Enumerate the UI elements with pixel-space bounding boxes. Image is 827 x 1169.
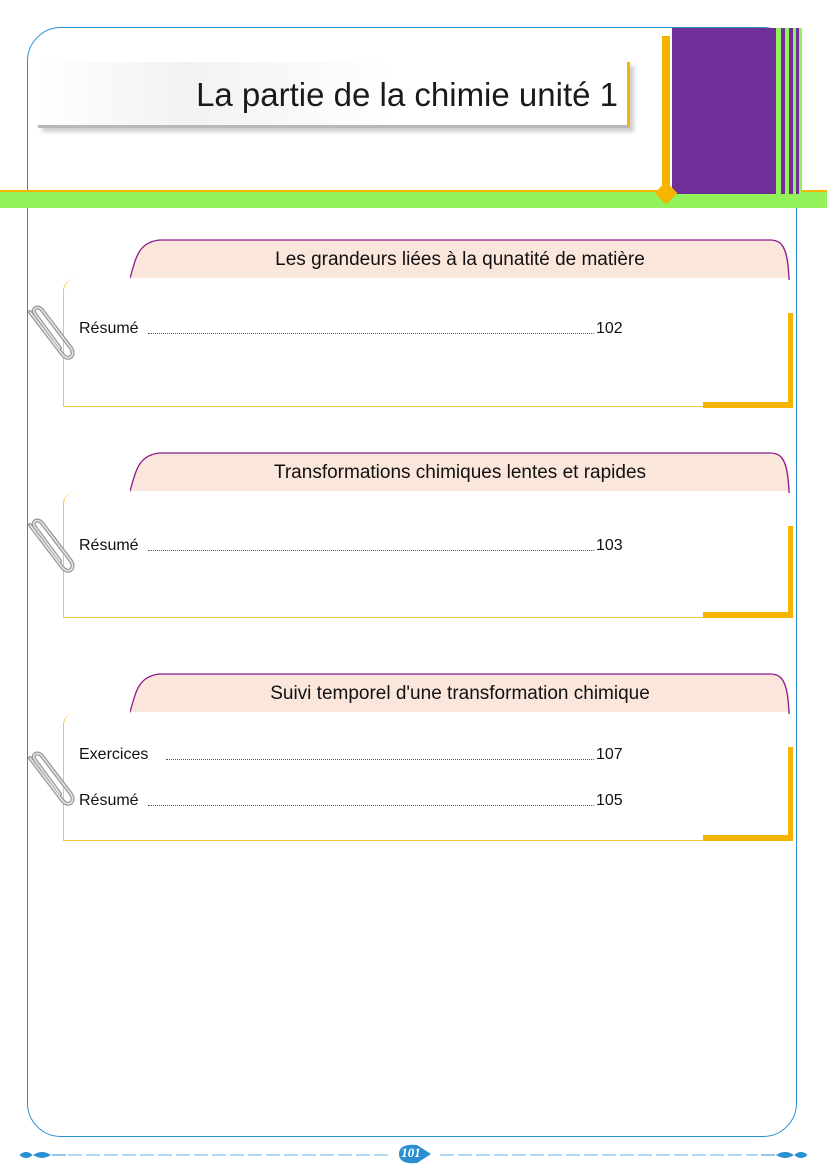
section-2	[0, 451, 827, 626]
toc-entry-label: Résumé	[79, 792, 139, 809]
page-number: 101	[401, 1145, 421, 1160]
section-accent-right	[788, 526, 793, 618]
toc-entry-page: 102	[596, 320, 623, 337]
toc-entry-page: 105	[596, 792, 623, 809]
header-stripes	[776, 28, 806, 194]
leader-dots	[166, 759, 594, 760]
page-title: La partie de la chimie unité 1	[196, 76, 618, 113]
paperclip-icon	[20, 517, 80, 579]
page-number-badge	[397, 1143, 433, 1165]
section-accent	[703, 612, 793, 618]
leader-dots	[148, 805, 594, 806]
section-accent	[703, 835, 793, 841]
section-accent-right	[788, 313, 793, 408]
section-accent-right	[788, 747, 793, 841]
section-title: Suivi temporel d'une transformation chimique	[270, 683, 650, 704]
toc-entry-label: Résumé	[79, 537, 139, 554]
toc-entry-label: Résumé	[79, 320, 139, 337]
toc-entry-page: 107	[596, 746, 623, 763]
toc-entry-page: 103	[596, 537, 623, 554]
section-content-box	[63, 279, 793, 407]
toc-entry-label: Exercices	[79, 746, 149, 763]
paperclip-icon	[20, 304, 80, 366]
paperclip-icon	[20, 750, 80, 812]
section-accent	[703, 402, 793, 408]
section-1	[0, 238, 827, 413]
leader-dots	[148, 333, 594, 334]
header-green-band	[0, 192, 827, 208]
section-title: Les grandeurs liées à la qunatité de matière	[275, 249, 645, 270]
header-purple-block	[672, 28, 776, 194]
section-content-box	[63, 713, 793, 841]
section-content-box	[63, 492, 793, 618]
header-orange-bar	[662, 36, 670, 194]
leader-dots	[148, 550, 594, 551]
section-title: Transformations chimiques lentes et rapides	[273, 462, 647, 483]
section-3	[0, 672, 827, 847]
